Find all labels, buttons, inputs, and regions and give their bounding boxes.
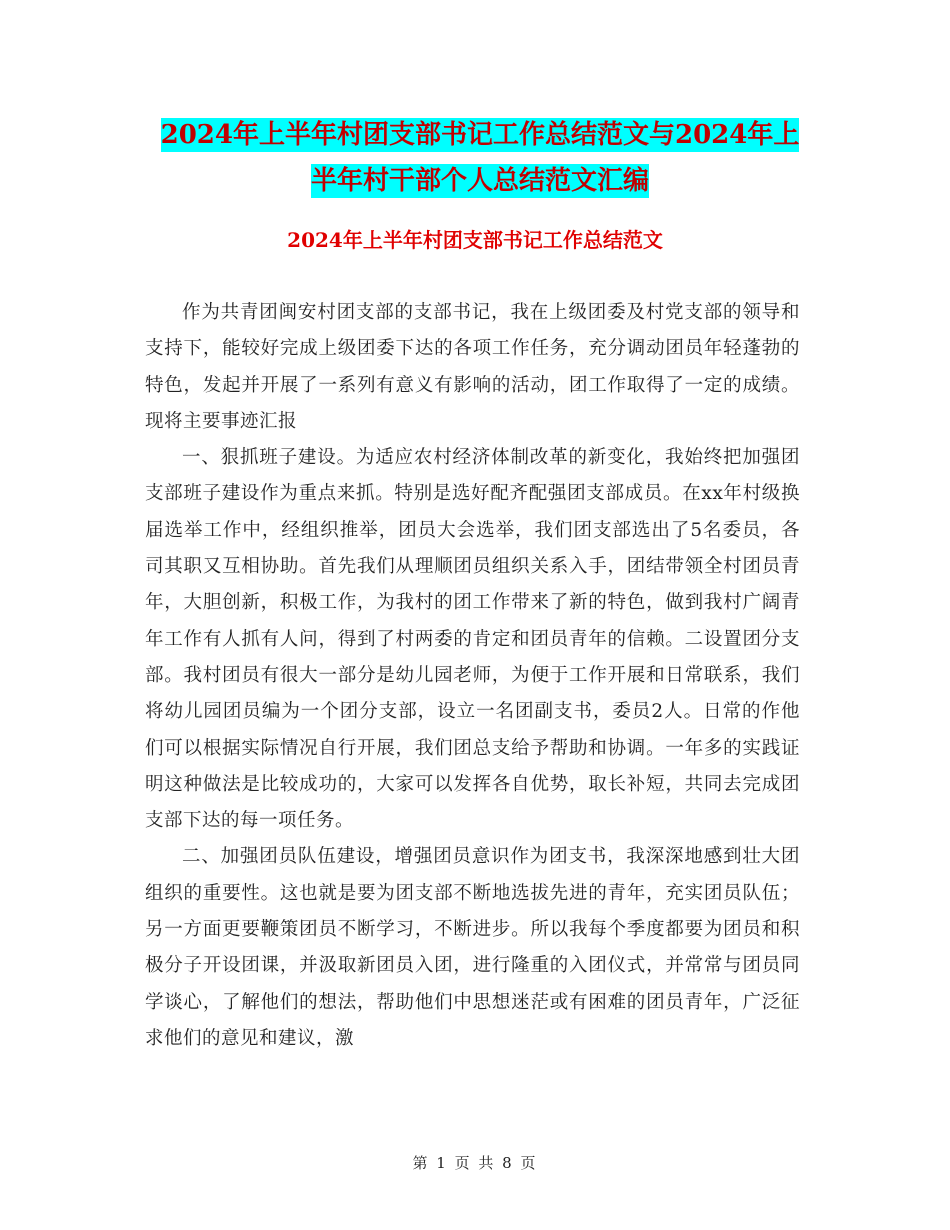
page-footer: 第 1 页 共 8 页 xyxy=(412,1154,538,1172)
paragraph-member-building: 二、加强团员队伍建设，增强团员意识作为团支书，我深深地感到壮大团组织的重要性。这也就是要为团支部不断地选拔先进的青年，充实团员队伍；另一方面更要鞭策团员不断学习，不断进步。所以我每个季度都要为团员和积极分子开设团课，并汲取新团员入团，进行隆重的入团仪式，并常常与团员同学谈心，了解他们的想法，帮助他们中思想迷茫或有困难的团员青年，广泛征求他们的意见和建议，激 xyxy=(145,846,800,1049)
document-title xyxy=(130,112,830,204)
paragraph-team-building: 一、狠抓班子建设。为适应农村经济体制改革的新变化，我始终把加强团支部班子建设作为重点来抓。特别是选好配齐配强团支部成员。在xx年村级换届选举工作中，经组织推举，团员大会选举，我们团支部选出了5名委员，各司其职又互相协助。首先我们从理顺团员组织关系入手，团结带领全村团员青年，大胆创新，积极工作，为我村的团工作带来了新的特色，做到我村广阔青年工作有人抓有人问，得到了村两委的肯定和团员青年的信赖。二设置团分支部。我村团员有很大一部分是幼儿园老师，为便于工作开展和日常联系，我们将幼儿园团员编为一个团分支部，设立一名团副支书，委员2人。日常的作他们可以根据实际情况自行开展，我们团总支给予帮助和协调。一年多的实践证明这种做法是比较成功的，大家可以发挥各自优势，取长补短，共同去完成团支部下达的每一项任务。 xyxy=(145,447,800,832)
title-line-2: 半年村干部个人总结范文汇编 xyxy=(310,166,649,196)
title-line-1: 2024年上半年村团支部书记工作总结范文与2024年上 xyxy=(160,120,800,150)
paragraph-intro: 作为共青团闽安村团支部的支部书记，我在上级团委及村党支部的领导和支持下，能较好完成上级团委下达的各项工作任务，充分调动团员年轻蓬勃的特色，发起并开展了一系列有意义有影响的活动，团工作取得了一定的成绩。现将主要事迹汇报 xyxy=(145,302,800,432)
section-title: 2024年上半年村团支部书记工作总结范文 xyxy=(287,228,663,252)
document-body xyxy=(145,295,800,1057)
